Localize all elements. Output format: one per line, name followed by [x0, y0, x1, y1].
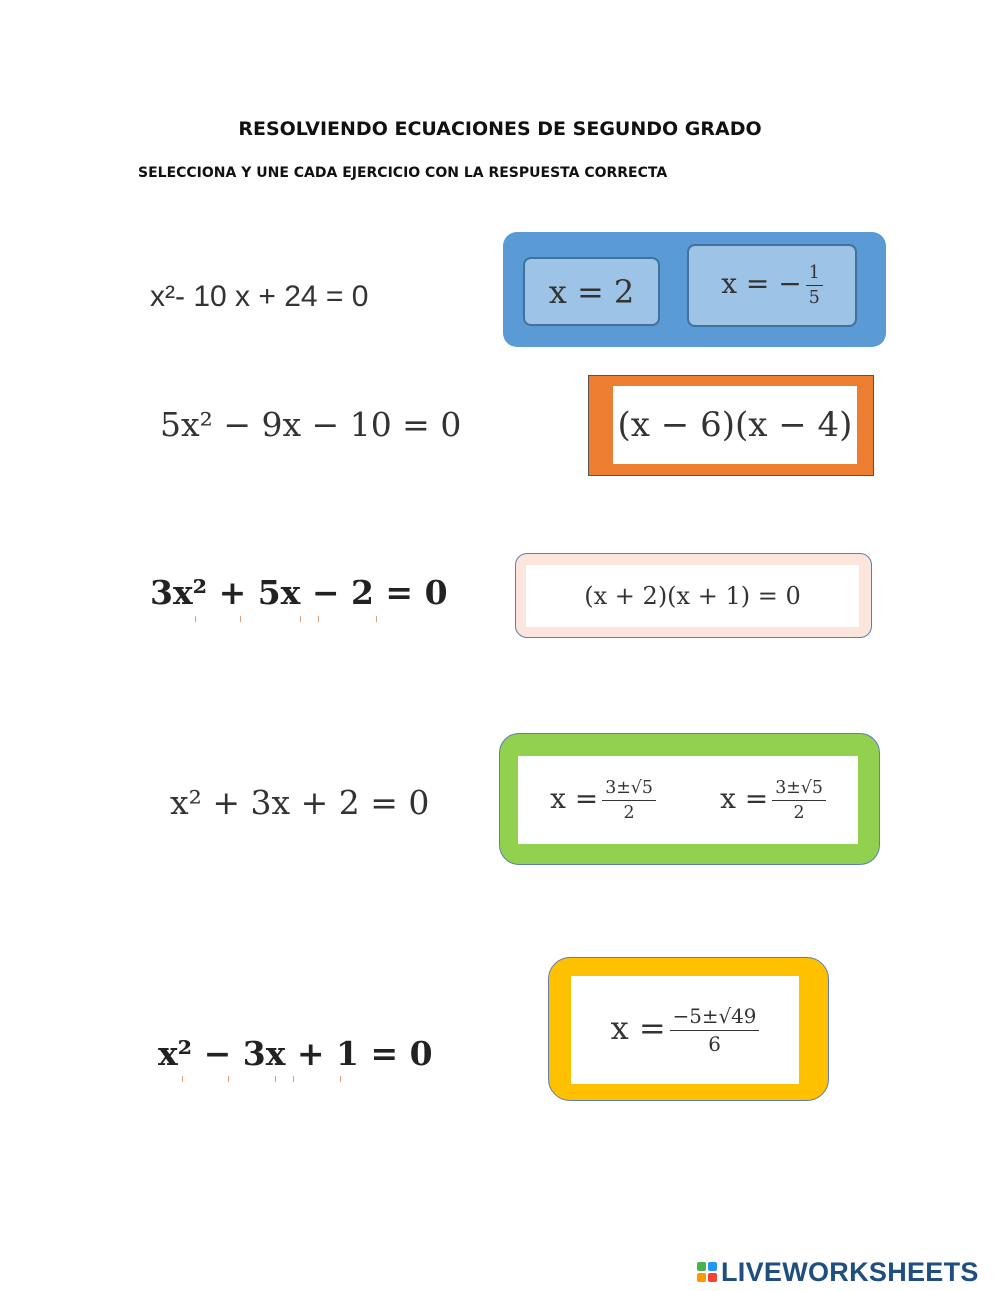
answer-1-option-b[interactable] — [687, 244, 857, 327]
decorative-tick — [275, 1076, 276, 1082]
decorative-tick — [340, 1076, 341, 1082]
answer-4-lhs-2: x = — [720, 781, 769, 815]
logo-square — [697, 1262, 706, 1271]
answer-1-option-b-numerator: 1 — [806, 263, 823, 286]
exercise-4[interactable] — [170, 783, 429, 822]
logo-square — [697, 1273, 706, 1282]
exercise-1[interactable] — [150, 280, 368, 314]
answer-1-option-b-denominator: 5 — [808, 288, 820, 308]
decorative-tick — [376, 616, 377, 622]
answer-2-text: (x − 6)(x − 4) — [617, 405, 853, 445]
decorative-tick — [240, 616, 241, 622]
answer-4-denominator-1: 2 — [623, 802, 635, 823]
logo-square — [708, 1273, 717, 1282]
decorative-tick — [293, 1076, 294, 1082]
answer-5-lhs: x = — [610, 1008, 666, 1047]
answer-card-2[interactable] — [588, 375, 874, 476]
answer-1-option-a[interactable] — [523, 257, 660, 326]
answer-2-box — [613, 386, 857, 464]
exercise-1-text: x²- 10 x + 24 = 0 — [150, 280, 369, 313]
answer-card-3[interactable] — [515, 553, 872, 638]
exercise-2[interactable] — [160, 405, 461, 444]
logo-square — [708, 1262, 717, 1271]
answer-4-box — [518, 756, 858, 844]
exercise-5-text: x² − 3x + 1 = 0 — [158, 1034, 433, 1073]
logo-text: LIVEWORKSHEETS — [721, 1256, 979, 1287]
answer-1-option-a-text: x = 2 — [548, 272, 635, 311]
decorative-tick — [300, 616, 301, 622]
answer-5-box — [571, 976, 799, 1084]
answer-5-numerator: −5±√49 — [670, 1005, 760, 1031]
answer-4-lhs-1: x = — [550, 781, 599, 815]
answer-4-numerator-1: 3±√5 — [602, 778, 656, 801]
answer-4-denominator-2: 2 — [793, 802, 805, 823]
exercise-3[interactable] — [150, 573, 448, 612]
decorative-tick — [318, 616, 319, 622]
decorative-tick — [195, 616, 196, 622]
answer-1-option-b-lhs: x = − — [721, 267, 802, 300]
exercise-3-text: 3x² + 5x − 2 = 0 — [150, 573, 448, 612]
answer-card-4[interactable] — [499, 733, 880, 865]
answer-4-numerator-2: 3±√5 — [772, 778, 826, 801]
answer-card-1[interactable] — [503, 232, 886, 347]
exercise-2-text: 5x² − 9x − 10 = 0 — [160, 405, 462, 444]
answer-5-denominator: 6 — [708, 1032, 721, 1056]
logo-icon — [697, 1262, 717, 1282]
exercise-5[interactable] — [158, 1034, 433, 1073]
decorative-tick — [182, 1076, 183, 1082]
worksheet-instruction: SELECCIONA Y UNE CADA EJERCICIO CON LA RESPUESTA CORRECTA — [138, 165, 668, 181]
answer-3-text: (x + 2)(x + 1) = 0 — [584, 582, 801, 610]
decorative-tick — [228, 1076, 229, 1082]
exercise-4-text: x² + 3x + 2 = 0 — [170, 783, 430, 822]
worksheet-title: RESOLVIENDO ECUACIONES DE SEGUNDO GRADO — [238, 118, 762, 140]
answer-3-box — [526, 565, 859, 627]
liveworksheets-logo — [697, 1254, 979, 1290]
answer-card-5[interactable] — [548, 957, 829, 1101]
